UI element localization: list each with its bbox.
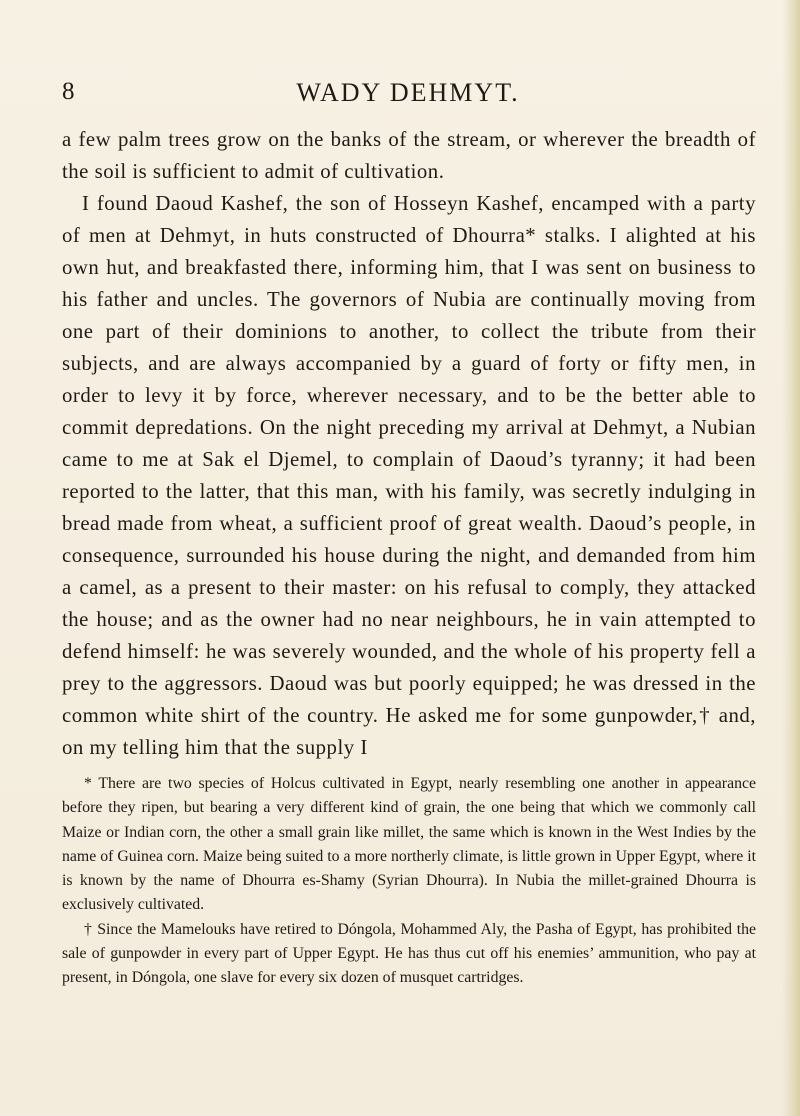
page-header — [62, 78, 754, 108]
paragraph-1: a few palm trees grow on the banks of the stream, or wherever the breadth of the soil is sufficient to admit of cultivation. — [62, 128, 756, 183]
page-edge-shadow — [782, 0, 800, 1116]
footnotes — [62, 772, 756, 991]
paragraph-2: I found Daoud Kashef, the son of Hosseyn Kashef, encamped with a party of men at Dehmyt, in huts constructed of Dhourra* stalks. I alighted at his own hut, and breakfasted there, informing him, that I was sent on business to his father and uncles. The governors of Nubia are continually moving from one part of their dominions to another, to collect the tribute from their subjects, and are always accompanied by a guard of forty or fifty men, in order to levy it by force, wherever necessary, and to be the better able to commit depredations. On the night preceding my arrival at Dehmyt, a Nubian came to me at Sak el Djemel, to complain of Daoud’s tyranny; it had been reported to the latter, that this man, with his family, was secretly indulging in bread made from wheat, a sufficient proof of great wealth. Daoud’s people, in consequence, surrounded his house during the night, and demanded from him a camel, as a present to their master: on his refusal to comply, they attacked the house; and as the owner had no near neighbours, he in vain attempted to defend himself: he was severely wounded, and the whole of his property fell a prey to the aggressors. Daoud was but poorly equipped; he was dressed in the common white shirt of the country. He asked me for some gunpowder,† and, on my telling him that the supply I — [62, 192, 756, 759]
footnote-holcus: * There are two species of Holcus cultivated in Egypt, nearly resembling one another in appearance before they ripen, but bearing a very different kind of grain, the one being that which we commonly call Maize or Indian corn, the other a small grain like millet, the same which is known in the West Indies by the name of Guinea corn. Maize being suited to a more northerly climate, is little grown in Upper Egypt, where it is known by the name of Dhourra es-Shamy (Syrian Dhourra). In Nubia the millet-grained Dhourra is exclusively cultivated. — [62, 775, 756, 914]
footnote-gunpowder: † Since the Mamelouks have retired to Dóngola, Mohammed Aly, the Pasha of Egypt, has prohibited the sale of gunpowder in every part of Upper Egypt. He has thus cut off his enemies’ ammunition, who pay at present, in Dóngola, one slave for every six dozen of musquet cartridges. — [62, 920, 756, 987]
main-text — [62, 124, 756, 764]
page-number: 8 — [62, 78, 76, 105]
running-head: WADY DEHMYT. — [296, 78, 520, 107]
